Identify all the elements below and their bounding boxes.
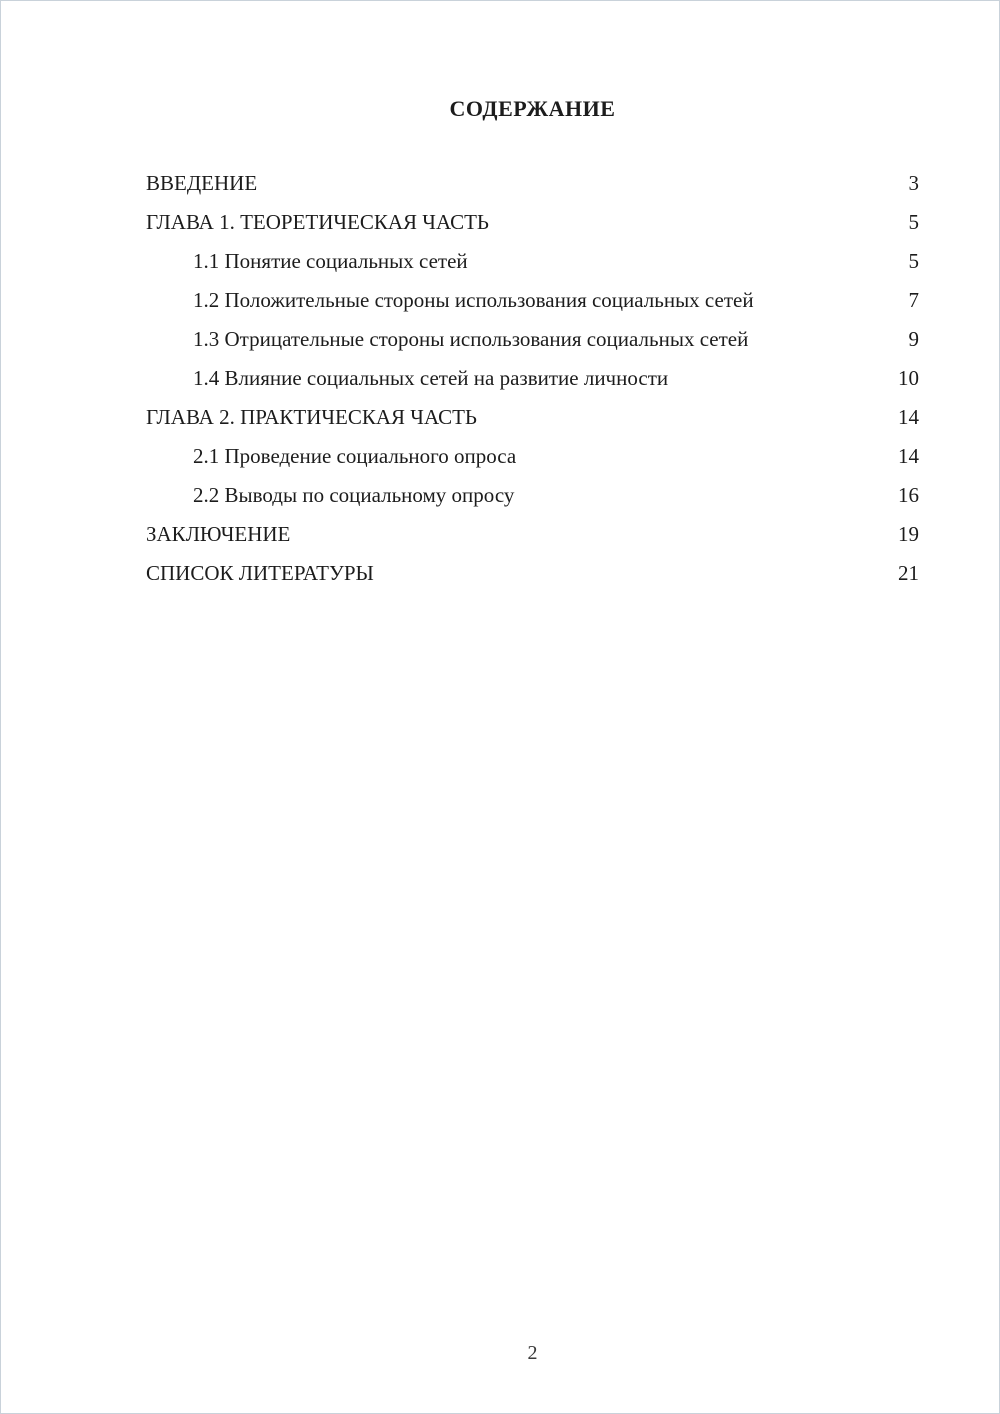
toc-entry	[146, 164, 919, 203]
toc-entry-label: СПИСОК ЛИТЕРАТУРЫ	[146, 561, 374, 585]
toc-entry	[146, 203, 919, 242]
page-content	[146, 89, 919, 593]
toc-entry-label: 1.3 Отрицательные стороны использования социальных сетей	[193, 327, 749, 351]
page-number: 2	[527, 1342, 538, 1364]
toc-entry-page: 3	[908, 171, 919, 195]
toc-entry	[146, 359, 919, 398]
toc-entry	[146, 242, 919, 281]
toc-entry-label: ВВЕДЕНИЕ	[146, 171, 258, 195]
toc-entry-label: 1.4 Влияние социальных сетей на развитие личности	[193, 366, 669, 390]
toc-entry	[146, 476, 919, 515]
toc-entry-page: 7	[908, 288, 919, 312]
toc-entry-label: 2.1 Проведение социального опроса	[193, 444, 517, 468]
toc-entry	[146, 515, 919, 554]
toc-entry-page: 5	[908, 210, 919, 234]
toc-entry-page: 10	[898, 366, 919, 390]
page-footer	[146, 1342, 919, 1365]
table-of-contents	[146, 164, 919, 593]
toc-entry-label: 1.1 Понятие социальных сетей	[193, 249, 468, 273]
toc-entry-page: 9	[908, 327, 919, 351]
toc-entry	[146, 320, 919, 359]
toc-entry-page: 21	[898, 561, 919, 585]
toc-entry	[146, 398, 919, 437]
toc-entry-label: ГЛАВА 2. ПРАКТИЧЕСКАЯ ЧАСТЬ	[146, 405, 477, 429]
toc-entry	[146, 281, 919, 320]
toc-entry-page: 14	[898, 444, 919, 468]
toc-entry-page: 5	[908, 249, 919, 273]
toc-entry-label: ЗАКЛЮЧЕНИЕ	[146, 522, 291, 546]
toc-entry-label: ГЛАВА 1. ТЕОРЕТИЧЕСКАЯ ЧАСТЬ	[146, 210, 489, 234]
page-title: СОДЕРЖАНИЕ	[449, 96, 616, 121]
toc-entry-label: 1.2 Положительные стороны использования социальных сетей	[193, 288, 754, 312]
toc-entry-page: 16	[898, 483, 919, 507]
toc-entry	[146, 554, 919, 593]
toc-entry-label: 2.2 Выводы по социальному опросу	[193, 483, 515, 507]
toc-entry	[146, 437, 919, 476]
toc-entry-page: 19	[898, 522, 919, 546]
toc-entry-page: 14	[898, 405, 919, 429]
